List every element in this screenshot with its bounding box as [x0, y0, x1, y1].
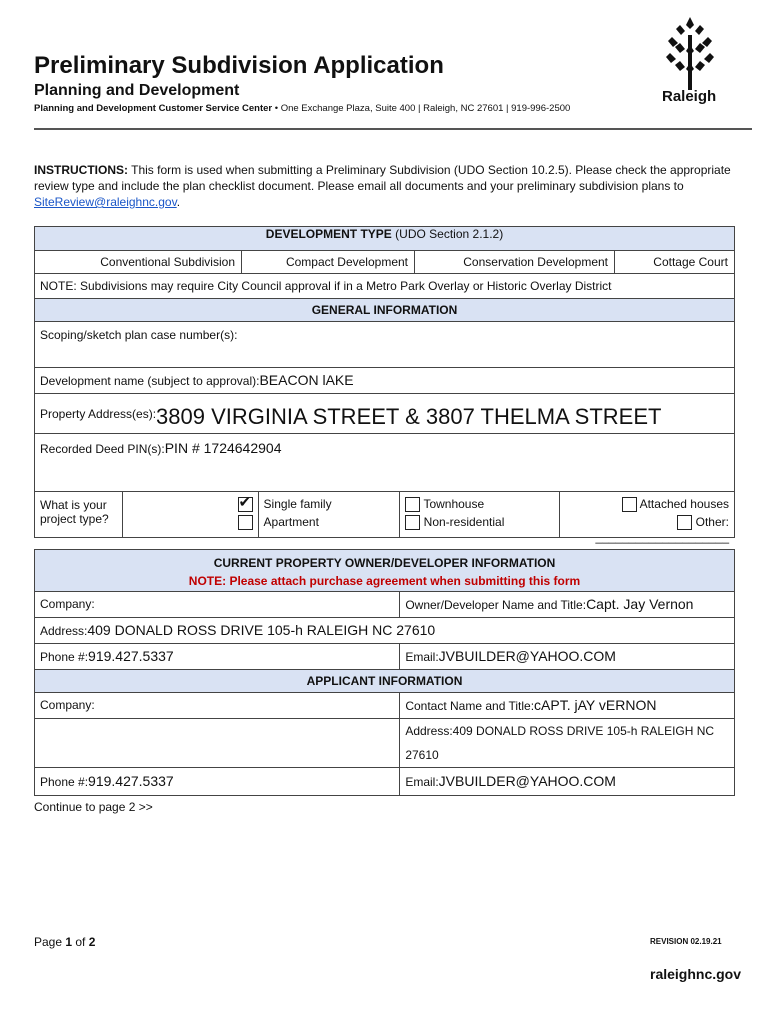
logo-wordmark: Raleigh	[662, 88, 717, 105]
other-field[interactable]: Other: ____________________	[595, 515, 729, 545]
property-address-field[interactable]: Property Address(es):3809 VIRGINIA STREET & 3807 THELMA STREET	[35, 394, 735, 434]
applicant-company-field[interactable]: Company:	[35, 693, 400, 719]
non-residential-checkbox[interactable]	[405, 515, 420, 530]
header-divider	[34, 128, 752, 130]
applicant-address-value: 409 DONALD ROSS DRIVE 105-h RALEIGH NC 27610	[405, 724, 715, 762]
applicant-contact-field[interactable]: Contact Name and Title:cAPT. jAY vERNON	[400, 693, 735, 719]
development-name-field[interactable]: Development name (subject to approval):BEACON lAKE	[35, 368, 735, 394]
dev-type-conventional[interactable]: Conventional Subdivision	[35, 251, 242, 273]
apartment-label: Apartment	[263, 515, 319, 529]
owner-info-header: CURRENT PROPERTY OWNER/DEVELOPER INFORMATION NOTE: Please attach purchase agreement when submitting this form	[35, 550, 735, 592]
page-title: Preliminary Subdivision Application	[34, 52, 444, 79]
deed-pin-field[interactable]: Recorded Deed PIN(s):PIN # 1724642904	[35, 434, 735, 492]
attached-houses-checkbox[interactable]	[622, 497, 637, 512]
applicant-email-value: JVBUILDER@YAHOO.COM	[438, 773, 616, 789]
owner-phone-field[interactable]: Phone #:919.427.5337	[35, 644, 400, 670]
purchase-agreement-note: NOTE: Please attach purchase agreement when submitting this form	[188, 574, 581, 588]
townhouse-checkbox[interactable]	[405, 497, 420, 512]
owner-address-value: 409 DONALD ROSS DRIVE 105-h RALEIGH NC 27610	[87, 622, 436, 638]
owner-phone-value: 919.427.5337	[88, 648, 174, 664]
dev-type-cottage-court[interactable]: Cottage Court	[653, 255, 728, 269]
owner-name-value: Capt. Jay Vernon	[586, 596, 694, 612]
single-family-checkbox[interactable]: ✔	[238, 494, 252, 512]
owner-email-value: JVBUILDER@YAHOO.COM	[438, 648, 616, 664]
website-url: raleighnc.gov	[650, 966, 742, 982]
owner-name-field[interactable]: Owner/Developer Name and Title:Capt. Jay Vernon	[400, 592, 735, 618]
project-type-label: What is your project type?	[35, 492, 123, 538]
general-info-header: GENERAL INFORMATION	[35, 299, 735, 322]
development-name-value: BEACON lAKE	[259, 372, 354, 388]
development-type-header: DEVELOPMENT TYPE (UDO Section 2.1.2)	[35, 227, 735, 251]
applicant-address-field[interactable]: Address:409 DONALD ROSS DRIVE 105-h RALEIGH NC 27610	[400, 719, 735, 768]
scoping-field[interactable]: Scoping/sketch plan case number(s):	[35, 322, 735, 368]
townhouse-label: Townhouse	[423, 497, 485, 511]
overlay-note: NOTE: Subdivisions may require City Council approval if in a Metro Park Overlay or Historic Overlay District	[35, 274, 735, 299]
owner-email-field[interactable]: Email:JVBUILDER@YAHOO.COM	[400, 644, 735, 670]
page-subtitle: Planning and Development	[34, 82, 240, 99]
other-checkbox[interactable]	[677, 515, 692, 530]
deed-pin-value: PIN # 1724642904	[164, 440, 282, 456]
non-residential-label: Non-residential	[423, 515, 505, 529]
attached-houses-label: Attached houses	[639, 497, 729, 511]
continue-note: Continue to page 2 >>	[34, 800, 153, 814]
application-form-table	[34, 226, 735, 796]
instructions: INSTRUCTIONS: This form is used when submitting a Preliminary Subdivision (UDO Section 10.2.5). Please check the appropriate review type and include the plan checklist document. Please email all documents and your preliminary subdivision plans to SiteReview@raleighnc.gov.	[34, 163, 731, 209]
sitereview-email-link[interactable]: SiteReview@raleighnc.gov	[34, 195, 177, 209]
dev-type-compact[interactable]: Compact Development	[242, 251, 415, 273]
owner-address-field[interactable]: Address:409 DONALD ROSS DRIVE 105-h RALEIGH NC 27610	[35, 618, 735, 644]
applicant-phone-value: 919.427.5337	[88, 773, 174, 789]
revision-label: REVISION 02.19.21	[650, 937, 722, 946]
property-address-value: 3809 VIRGINIA STREET & 3807 THELMA STREET	[156, 404, 662, 429]
page-number: Page 1 of 2	[34, 935, 96, 949]
single-family-label: Single family	[263, 497, 332, 511]
apartment-checkbox[interactable]	[238, 515, 253, 530]
applicant-info-header: APPLICANT INFORMATION	[35, 670, 735, 693]
owner-company-field[interactable]: Company:	[35, 592, 400, 618]
dev-type-conservation[interactable]: Conservation Development	[415, 251, 615, 273]
applicant-phone-field[interactable]: Phone #:919.427.5337	[35, 768, 400, 796]
contact-line: Planning and Development Customer Service Center • One Exchange Plaza, Suite 400 | Raleigh, NC 27601 | 919-996-2500	[34, 103, 571, 114]
applicant-email-field[interactable]: Email:JVBUILDER@YAHOO.COM	[400, 768, 735, 796]
applicant-contact-value: cAPT. jAY vERNON	[534, 697, 657, 713]
